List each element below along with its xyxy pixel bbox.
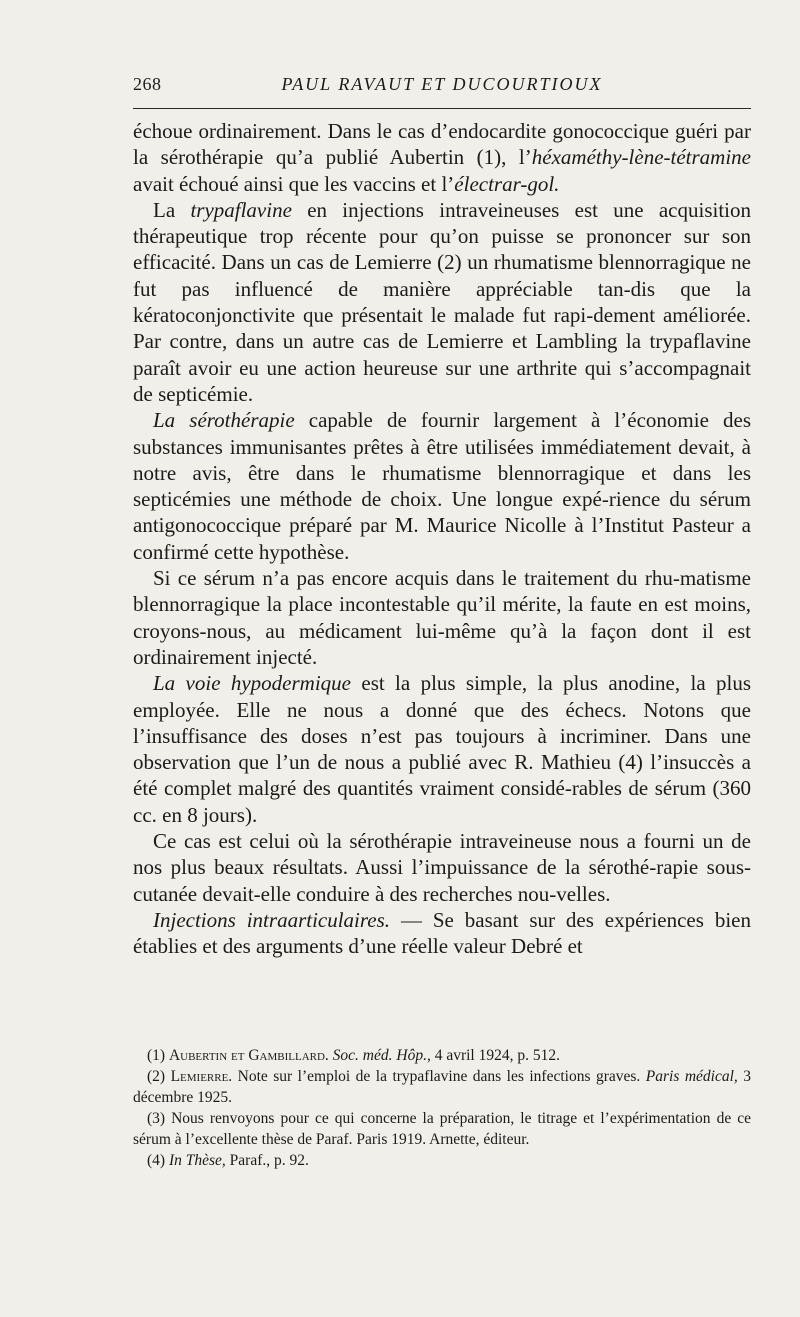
footnote: (2) Lemierre. Note sur l’emploi de la trypaflavine dans les infections graves. Paris médical, 3 décembre 1925. xyxy=(133,1068,752,1106)
body-text xyxy=(133,118,751,960)
paragraph: La trypaflavine en injections intraveineuses est une acquisition thérapeutique trop récente pour qu’on puisse se prononcer sur son efficacité. Dans un cas de Lemierre (2) un rhumatisme blennorragique ne fut pas influencé de manière appréciable tan-dis que la kératoconjonctivite que présentait le malade fut rapi-dement améliorée. Par contre, dans un autre cas de Lemierre et Lambling la trypaflavine paraît avoir eu une action heureuse sur une arthrite qui s’accompagnait de septicémie. xyxy=(133,197,751,406)
page-number: 268 xyxy=(133,74,162,94)
running-title: PAUL RAVAUT ET DUCOURTIOUX xyxy=(281,74,603,94)
footnotes xyxy=(133,1045,751,1171)
paragraph: échoue ordinairement. Dans le cas d’endocardite gonococcique guéri par la sérothérapie qu’a publié Aubertin (1), l’héxaméthy-lène-tétramine avait échoué ainsi que les vaccins et l’électrar-gol. xyxy=(133,119,751,196)
paragraph: Si ce sérum n’a pas encore acquis dans le traitement du rhu-matisme blennorragique la place incontestable qu’il mérite, la faute en est moins, croyons-nous, au médicament lui-même qu’à la façon dont il est ordinairement injecté. xyxy=(133,566,751,669)
paragraph: La sérothérapie capable de fournir largement à l’économie des substances immunisantes prêtes à être utilisées immédiatement devait, à notre avis, être dans le rhumatisme blennorragique et dans les septicémies une méthode de choix. Une longue expé-rience du sérum antigonococcique préparé par M. Maurice Nicolle à l’Institut Pasteur a confirmé cette hypothèse. xyxy=(133,408,751,564)
header-rule xyxy=(133,108,751,109)
paragraph: La voie hypodermique est la plus simple, la plus anodine, la plus employée. Elle ne nous a donné que des échecs. Notons que l’insuffisance des doses n’est pas toujours à incriminer. Dans une observation que l’un de nous a publié avec R. Mathieu (4) l’insuccès a été complet malgré des quantités vraiment considé-rables de sérum (360 cc. en 8 jours). xyxy=(133,671,751,827)
paragraph: Injections intraarticulaires. — Se basant sur des expériences bien établies et des arguments d’une réelle valeur Debré et xyxy=(133,907,751,959)
footnote: (4) In Thèse, Paraf., p. 92. xyxy=(147,1152,309,1169)
footnote: (1) Aubertin et Gambillard. Soc. méd. Hôp., 4 avril 1924, p. 512. xyxy=(147,1047,560,1064)
footnote: (3) Nous renvoyons pour ce qui concerne la préparation, le titrage et l’expérimentation de ce sérum à l’excellente thèse de Paraf. Paris 1919. Arnette, éditeur. xyxy=(133,1110,751,1148)
page-header xyxy=(133,74,751,100)
paragraph: Ce cas est celui où la sérothérapie intraveineuse nous a fourni un de nos plus beaux résultats. Aussi l’impuissance de la sérothé-rapie sous-cutanée devait-elle conduire à des recherches nou-velles. xyxy=(133,829,751,906)
